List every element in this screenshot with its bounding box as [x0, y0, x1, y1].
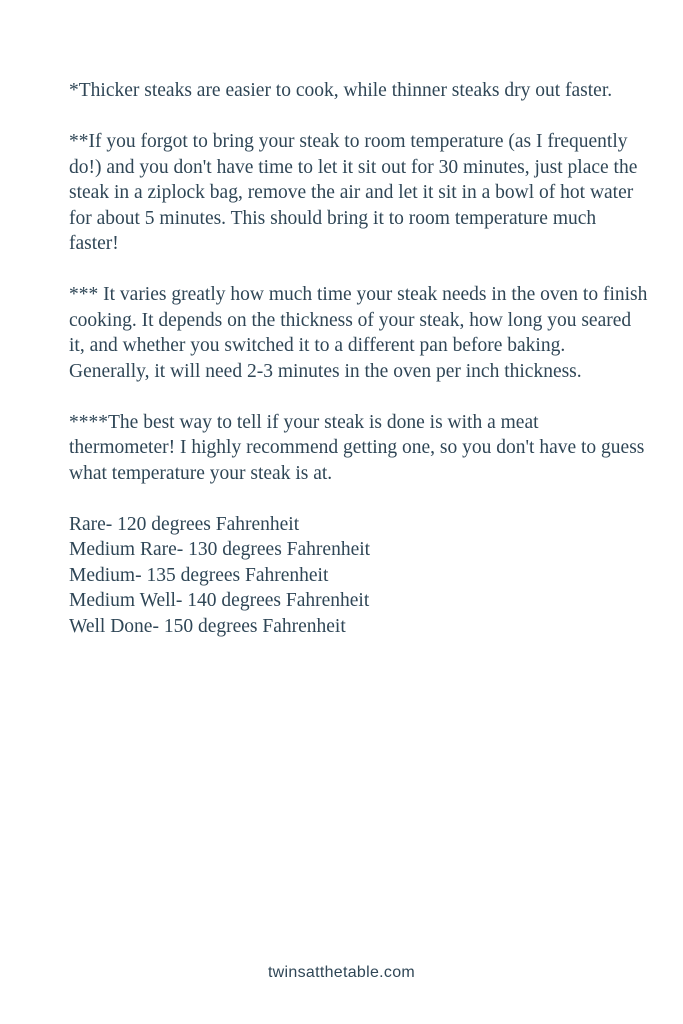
footer-site-url: twinsatthetable.com — [267, 964, 416, 981]
note-thickness: *Thicker steaks are easier to cook, while thinner steaks dry out faster. — [69, 80, 613, 101]
note-thermometer: ****The best way to tell if your steak is done is with a meat thermometer! I highly recommend getting one, so you don't have to guess what temperature your steak is at. — [69, 411, 645, 484]
doneness-temperature-list — [69, 512, 649, 640]
recipe-notes — [69, 78, 649, 639]
note-oven-time: *** It varies greatly how much time your steak needs in the oven to finish cooking. It depends on the thickness of your steak, how long you seared it, and whether you switched it to a different pan before baking. Generally, it will need 2-3 minutes in the oven per inch thickness. — [69, 284, 648, 382]
temp-well-done: Well Done- 150 degrees Fahrenheit — [69, 615, 346, 637]
temp-medium-rare: Medium Rare- 130 degrees Fahrenheit — [69, 539, 371, 560]
temp-medium: Medium- 135 degrees Fahrenheit — [69, 564, 329, 586]
temp-rare: Rare- 120 degrees Fahrenheit — [69, 513, 300, 535]
temp-medium-well: Medium Well- 140 degrees Fahrenheit — [69, 590, 370, 611]
note-room-temperature: **If you forgot to bring your steak to room temperature (as I frequently do!) and you don't have time to let it sit out for 30 minutes, just place the steak in a ziplock bag, remove the air and let it sit in a bowl of hot water for about 5 minutes. This should bring it to room temperature much faster! — [69, 131, 638, 254]
